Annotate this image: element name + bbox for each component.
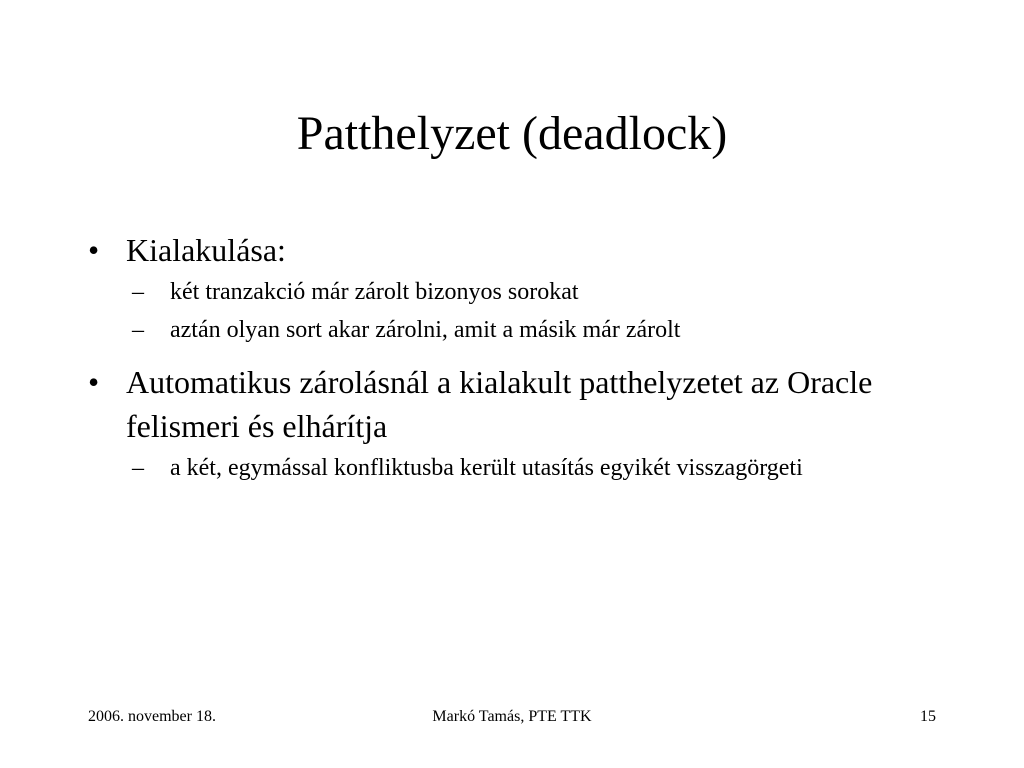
sub-bullet-text: aztán olyan sort akar zárolni, amit a másik már zárolt [170, 317, 681, 343]
bullet-text: Automatikus zárolásnál a kialakult patthelyzetet az Oracle felismeri és elhárítja [126, 364, 873, 444]
sub-bullet-text: a két, egymással konfliktusba került utasítás egyikét visszagörgeti [170, 455, 803, 481]
footer-date: 2006. november 18. [88, 708, 216, 725]
footer-author: Markó Tamás, PTE TTK [432, 708, 592, 725]
dash-marker: – [132, 317, 144, 343]
sub-bullet-item [88, 276, 968, 308]
dash-marker: – [132, 279, 144, 305]
bullet-marker: • [88, 364, 100, 400]
bullet-text: Kialakulása: [126, 232, 286, 268]
bullet-item [88, 360, 968, 448]
sub-bullet-item [88, 452, 968, 484]
slide-body [88, 228, 968, 498]
slide-title: Patthelyzet (deadlock) [296, 107, 728, 160]
sub-bullet-text: két tranzakció már zárolt bizonyos sorokat [170, 279, 579, 305]
sub-bullet-item [88, 314, 968, 346]
bullet-marker: • [88, 232, 100, 268]
dash-marker: – [132, 455, 144, 481]
footer-page-number: 15 [920, 708, 936, 725]
bullet-item [88, 228, 968, 272]
